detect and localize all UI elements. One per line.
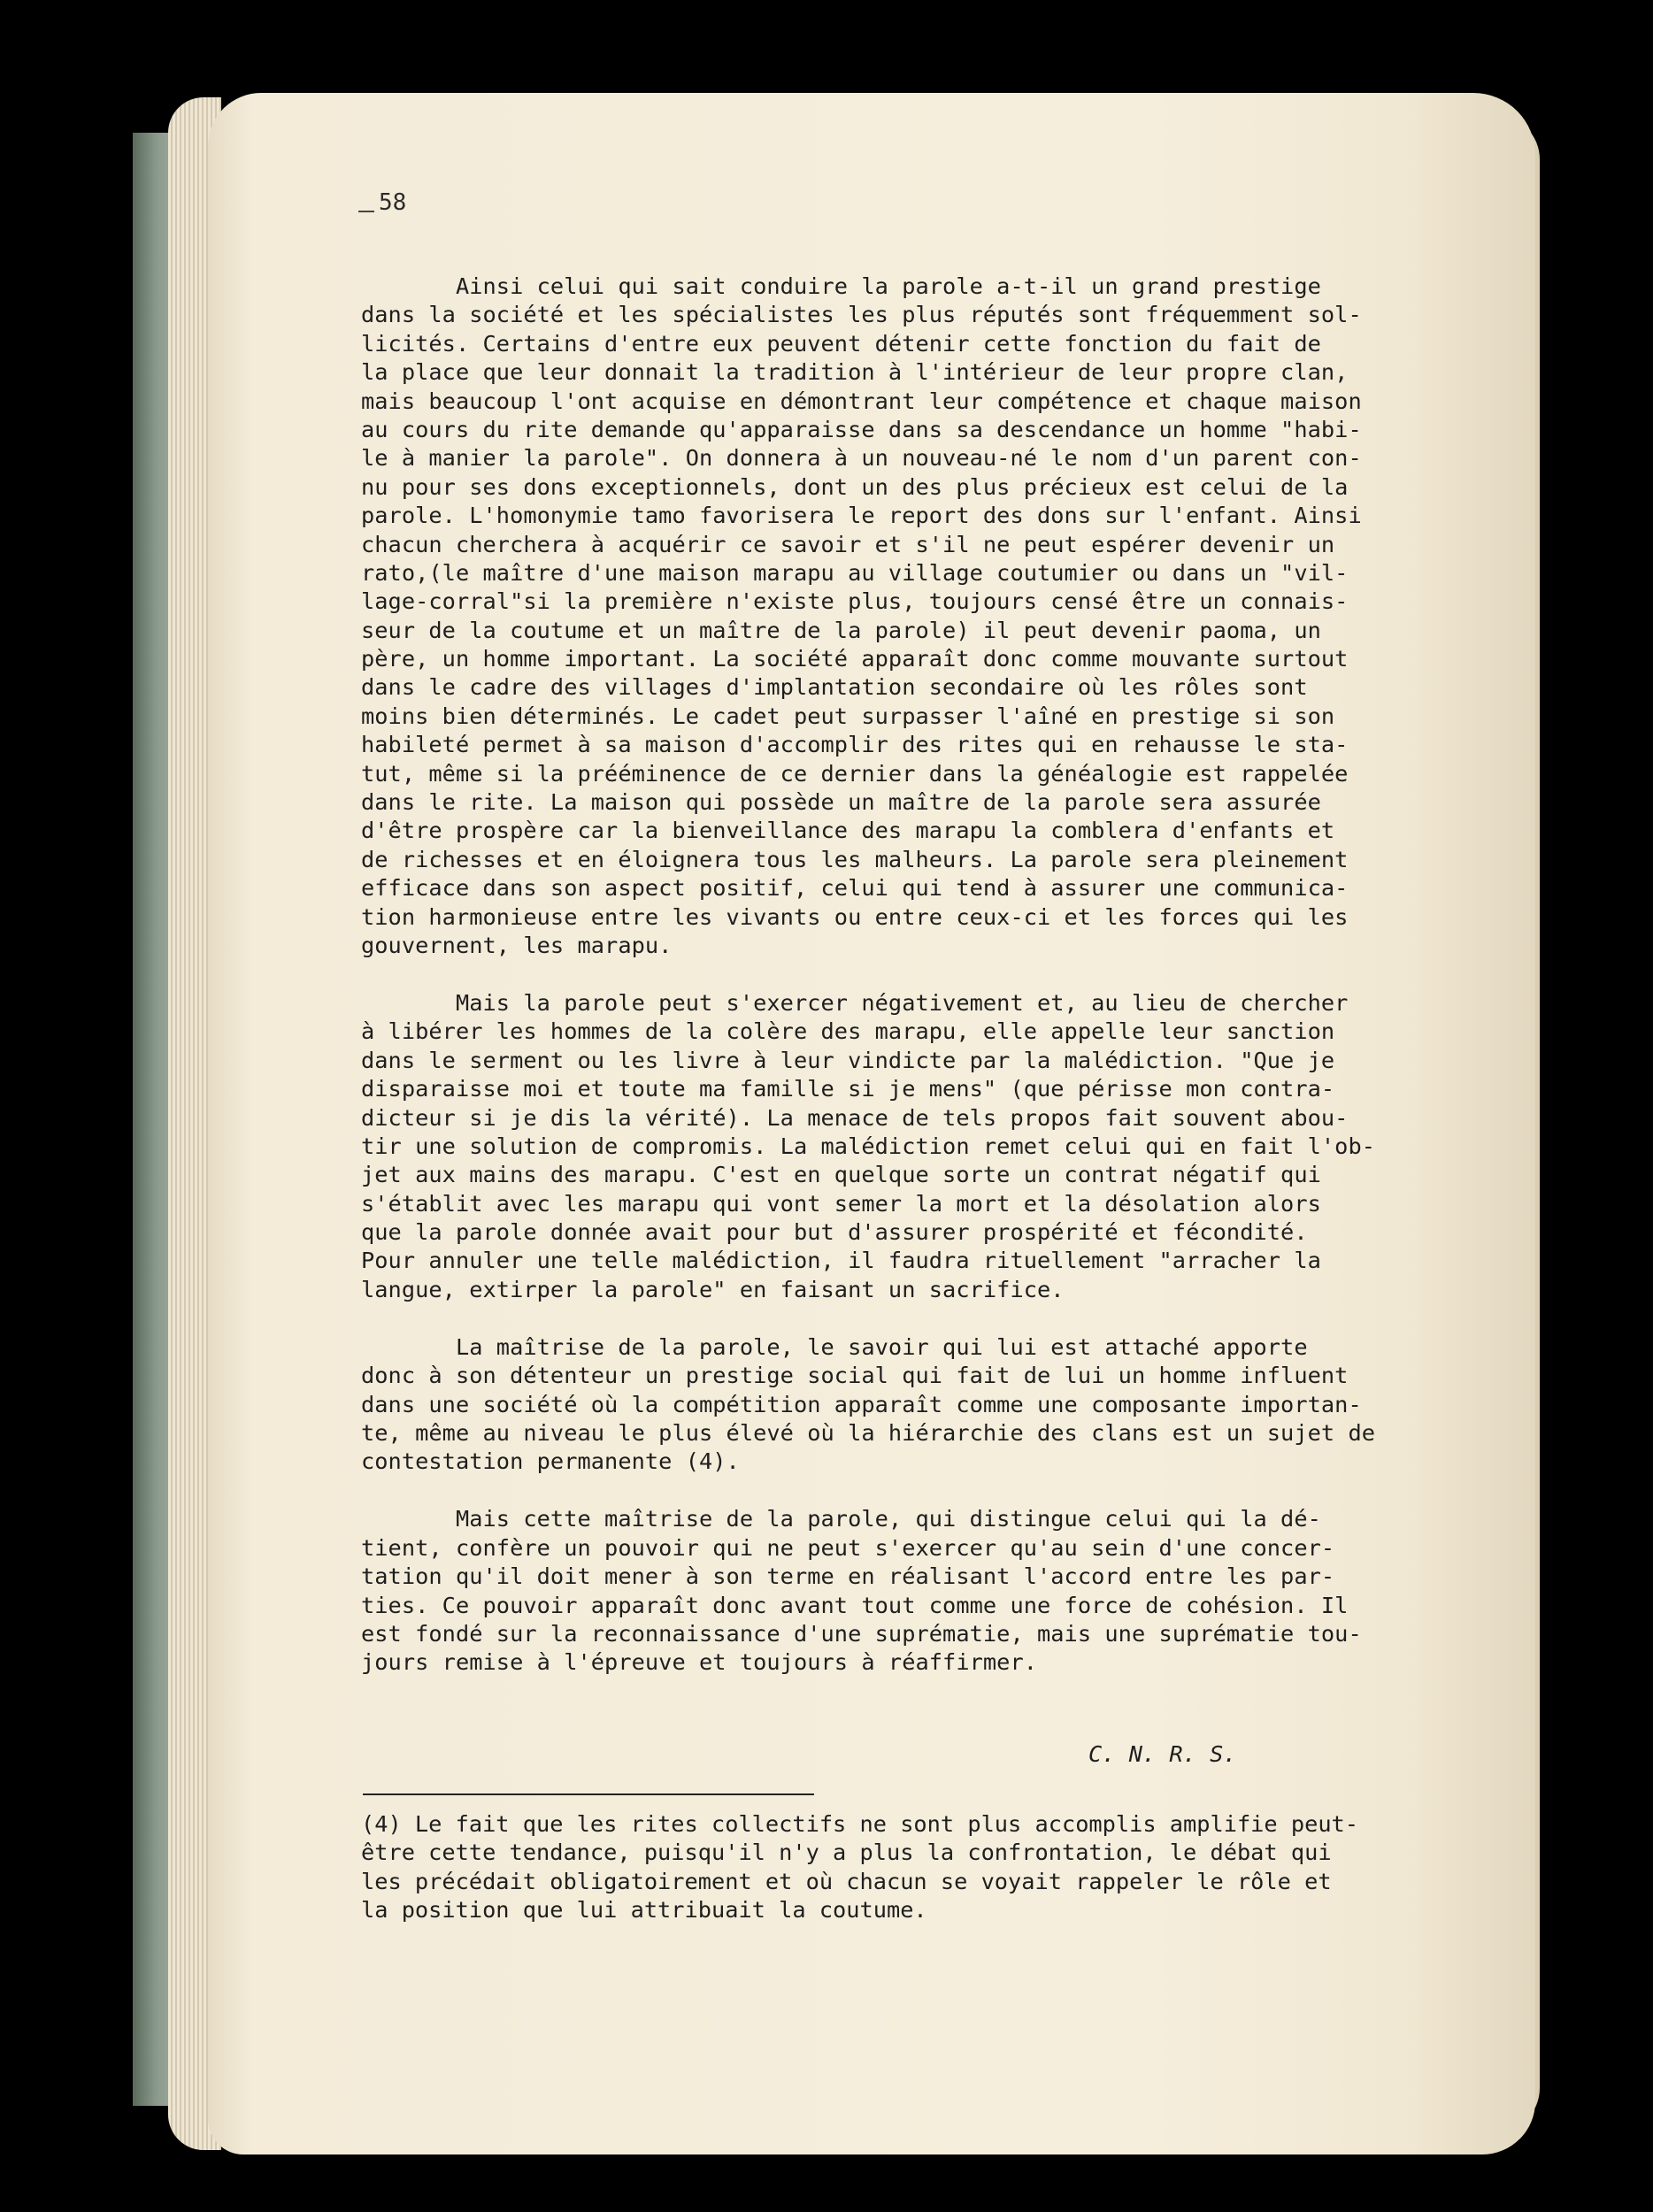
text-line: au cours du rite demande qu'apparaisse dans sa descendance un homme "habi- bbox=[361, 416, 1362, 442]
text-line: Mais cette maîtrise de la parole, qui distingue celui qui la dé- bbox=[361, 1506, 1321, 1532]
text-line: est fondé sur la reconnaissance d'une suprématie, mais une suprématie tou- bbox=[361, 1620, 1362, 1647]
text-line: donc à son détenteur un prestige social qui fait de lui un homme influent bbox=[361, 1363, 1349, 1389]
text-line: dans le serment ou les livre à leur vindicte par la malédiction. "Que je bbox=[361, 1047, 1335, 1073]
text-line: nu pour ses dons exceptionnels, dont un des plus précieux est celui de la bbox=[361, 473, 1349, 500]
text-line: dans une société où la compétition apparaît comme une composante importan- bbox=[361, 1391, 1362, 1417]
paragraph-4 bbox=[361, 1505, 1458, 1677]
text-line: langue, extirper la parole" en faisant un sacrifice. bbox=[361, 1276, 1065, 1302]
text-line: tion harmonieuse entre les vivants ou entre ceux-ci et les forces qui les bbox=[361, 903, 1349, 930]
text-line: tut, même si la prééminence de ce dernier dans la généalogie est rappelée bbox=[361, 760, 1349, 787]
text-line: efficace dans son aspect positif, celui qui tend à assurer une communica- bbox=[361, 875, 1349, 902]
text-line: ties. Ce pouvoir apparaît donc avant tout comme une force de cohésion. Il bbox=[361, 1592, 1349, 1618]
text-line: s'établit avec les marapu qui vont semer la mort et la désolation alors bbox=[361, 1190, 1321, 1217]
signature: C. N. R. S. bbox=[1088, 1741, 1237, 1767]
paragraph-spacer bbox=[361, 1477, 1458, 1506]
text-line: d'être prospère car la bienveillance des marapu la comblera d'enfants et bbox=[361, 818, 1335, 844]
text-line: dans la société et les spécialistes les plus réputés sont fréquemment sol- bbox=[361, 302, 1362, 328]
text-line: contestation permanente (4). bbox=[361, 1448, 740, 1475]
text-line: moins bien déterminés. Le cadet peut surpasser l'aîné en prestige si son bbox=[361, 703, 1335, 729]
text-line: dans le cadre des villages d'implantation secondaire où les rôles sont bbox=[361, 674, 1308, 701]
footnote-line: la position que lui attribuait la coutume. bbox=[361, 1897, 927, 1924]
paragraph-3 bbox=[361, 1333, 1458, 1477]
text-line: habileté permet à sa maison d'accomplir des rites qui en rehausse le sta- bbox=[361, 732, 1349, 758]
text-line: disparaisse moi et toute ma famille si je mens" (que périsse mon contra- bbox=[361, 1076, 1335, 1102]
page-number-mark bbox=[358, 211, 374, 212]
text-line: à libérer les hommes de la colère des marapu, elle appelle leur sanction bbox=[361, 1018, 1335, 1045]
text-line: chacun cherchera à acquérir ce savoir et s'il ne peut espérer devenir un bbox=[361, 531, 1335, 557]
text-line: Ainsi celui qui sait conduire la parole a-t-il un grand prestige bbox=[361, 273, 1321, 299]
text-line: le à manier la parole". On donnera à un nouveau-né le nom d'un parent con- bbox=[361, 445, 1362, 472]
text-line: lage-corral"si la première n'existe plus, toujours censé être un connais- bbox=[361, 588, 1349, 615]
paragraph-spacer bbox=[361, 1304, 1458, 1333]
text-line: tation qu'il doit mener à son terme en réalisant l'accord entre les par- bbox=[361, 1563, 1335, 1590]
text-line: rato,(le maître d'une maison marapu au village coutumier ou dans un "vil- bbox=[361, 559, 1349, 586]
text-line: jours remise à l'épreuve et toujours à réaffirmer. bbox=[361, 1649, 1037, 1676]
text-line: La maîtrise de la parole, le savoir qui lui est attaché apporte bbox=[361, 1333, 1308, 1360]
text-line: licités. Certains d'entre eux peuvent détenir cette fonction du fait de bbox=[361, 330, 1321, 357]
text-line: tir une solution de compromis. La malédiction remet celui qui en fait l'ob- bbox=[361, 1133, 1375, 1159]
paragraph-1 bbox=[361, 273, 1458, 960]
text-line: que la parole donnée avait pour but d'assurer prospérité et fécondité. bbox=[361, 1219, 1308, 1246]
text-line: dans le rite. La maison qui possède un maître de la parole sera assurée bbox=[361, 789, 1321, 816]
text-line: Pour annuler une telle malédiction, il faudra rituellement "arracher la bbox=[361, 1248, 1321, 1274]
text-line: de richesses et en éloignera tous les malheurs. La parole sera pleinement bbox=[361, 846, 1349, 872]
text-line: te, même au niveau le plus élevé où la hiérarchie des clans est un sujet de bbox=[361, 1420, 1375, 1447]
body-text bbox=[361, 273, 1458, 1678]
text-line: la place que leur donnait la tradition à l'intérieur de leur propre clan, bbox=[361, 359, 1349, 386]
text-line: Mais la parole peut s'exercer négativement et, au lieu de chercher bbox=[361, 989, 1349, 1016]
text-line: dicteur si je dis la vérité). La menace de tels propos fait souvent abou- bbox=[361, 1104, 1349, 1131]
text-line: parole. L'homonymie tamo favorisera le report des dons sur l'enfant. Ainsi bbox=[361, 503, 1362, 529]
text-line: tient, confère un pouvoir qui ne peut s'exercer qu'au sein d'une concer- bbox=[361, 1534, 1335, 1561]
text-line: père, un homme important. La société apparaît donc comme mouvante surtout bbox=[361, 646, 1349, 672]
footnote-line: (4) Le fait que les rites collectifs ne sont plus accomplis amplifie peut- bbox=[361, 1811, 1359, 1837]
paragraph-spacer bbox=[361, 960, 1458, 989]
footnote-line: les précédait obligatoirement et où chacun se voyait rappeler le rôle et bbox=[361, 1868, 1332, 1894]
footnote-line: être cette tendance, puisqu'il n'y a plus la confrontation, le débat qui bbox=[361, 1839, 1332, 1866]
text-line: seur de la coutume et un maître de la parole) il peut devenir paoma, un bbox=[361, 617, 1321, 643]
text-line: mais beaucoup l'ont acquise en démontrant leur compétence et chaque maison bbox=[361, 388, 1362, 414]
footnote-rule bbox=[363, 1793, 814, 1795]
footnote bbox=[361, 1810, 1458, 1925]
text-line: jet aux mains des marapu. C'est en quelque sorte un contrat négatif qui bbox=[361, 1162, 1321, 1188]
page-number: 58 bbox=[379, 189, 407, 216]
text-line: gouvernent, les marapu. bbox=[361, 932, 673, 958]
paragraph-2 bbox=[361, 989, 1458, 1304]
